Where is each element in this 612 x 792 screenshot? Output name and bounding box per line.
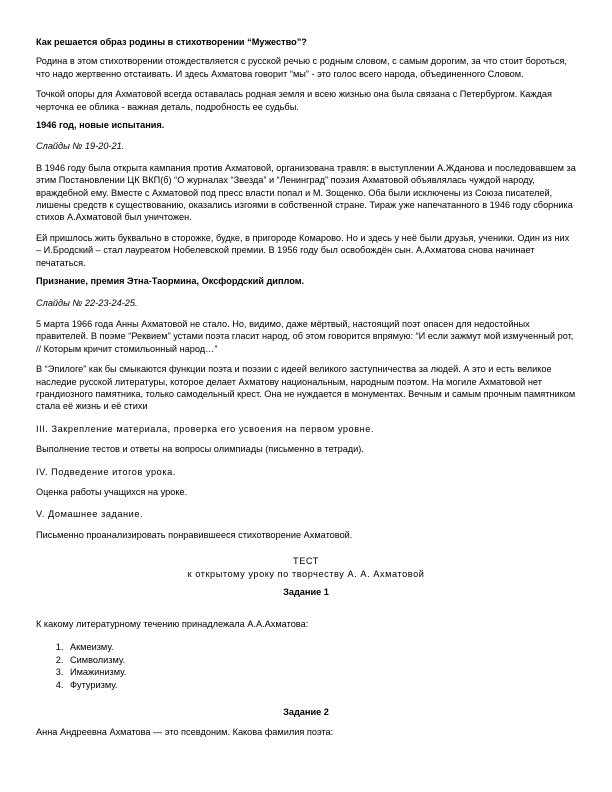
paragraph-homework: Письменно проанализировать понравившееся стихотворение Ахматовой. [36,529,353,540]
heading-recognition: Признание, премия Этна-Таормина, Оксфордский диплом. [36,276,305,287]
section-v-heading: V. Домашнее задание. [36,509,144,520]
answer-option: 3. Имажинизму. [66,666,576,679]
slides-19-21: Слайды № 19-20-21. [36,141,125,152]
paragraph-epilogue: В “Эпилоге” как бы смыкаются функции поэта и поэзии с идеей великого заступничества за людей. А это и есть великое наследие русской литературы, которое делает Ахматову национальным, народным поэтом. На могиле Ахматовой нет грандиозного памятника, только самодельный крест. Она не нуждается в монументах. Вечным и самым прочным памятником стала её жизнь и её стихи [36,364,576,412]
question-1: К какому литературному течению принадлежала А.А.Ахматова: [36,619,309,630]
document-page [36,36,576,747]
paragraph-tests: Выполнение тестов и ответы на вопросы олимпиады (письменно в тетради). [36,444,364,455]
paragraph-homeland: Родина в этом стихотворении отождествляется с русской речью с родным словом, с самым дорогим, за что стоит бороться, что надо жертвенно отстаивать. И здесь Ахматова говорит “мы” - это голос всего народа, объединенного Словом. [36,56,567,79]
paragraph-komarovo: Ей пришлось жить буквально в сторожке, будке, в пригороде Комарово. Но и здесь у неё были друзья, ученики. Один из них – И.Бродский – стал лауреатом Нобелевской премии. В 1956 году был освобождён сын. А.Ахматова снова начинает печататься. [36,232,570,268]
section-iv-heading: IV. Подведение итогов урока. [36,466,176,477]
question-heading: Как решается образ родины в стихотворении “Мужество”? [36,37,307,47]
section-iii-heading: III. Закрепление материала, проверка его усвоения на первом уровне. [36,423,375,434]
paragraph-death-requiem: 5 марта 1966 года Анны Ахматовой не стало. Но, видимо, даже мёртвый, настоящий поэт опасен для недостойных правителей. В поэме “Реквием” устами поэта гласит народ, об этом говорится впрямую: “И если зажмут мой измученный рот, // Которым кричит стомильонный народ…” [36,318,574,354]
test-title: ТЕСТ [293,556,319,567]
answer-options-list [36,641,576,692]
answer-option: 4. Футуризму. [66,679,576,692]
answer-option: 1. Акмеизму. [66,641,576,654]
paragraph-assessment: Оценка работы учащихся на уроке. [36,486,188,497]
paragraph-1946-campaign: В 1946 году была открыта кампания против Ахматовой, организована травля: в выступлении А.Жданова и последовавшем за этим Постановлении ЦК ВКП(б) “О журналах “Звезда” и “Ленинград” поэзия Ахматовой объявлялась чуждой народу, враждебной ему. Вместе с Ахматовой под пресс власти попал и М. Зощенко. Оба были исключены из Союза писателей, лишены средств к существованию, оказались изгоями в собственной стране. Тираж уже напечатанного в 1946 году сборника стихов А.Ахматовой был уничтожен. [36,162,576,223]
paragraph-petersburg: Точкой опоры для Ахматовой всегда оставалась родная земля и всею жизнью она была связана с Петербургом. Каждая черточка ее облика - важная деталь, подробность ее судьбы. [36,89,552,112]
slides-22-25: Слайды № 22-23-24-25. [36,297,138,308]
question-2: Анна Андреевна Ахматова — это псевдоним. Какова фамилия поэта: [36,727,334,738]
answer-option: 2. Символизму. [66,654,576,667]
heading-1946: 1946 год, новые испытания. [36,120,165,131]
task-1-heading: Задание 1 [283,587,329,597]
task-2-heading: Задание 2 [283,707,329,717]
test-subtitle: к открытому уроку по творчеству А. А. Ахматовой [187,568,425,579]
